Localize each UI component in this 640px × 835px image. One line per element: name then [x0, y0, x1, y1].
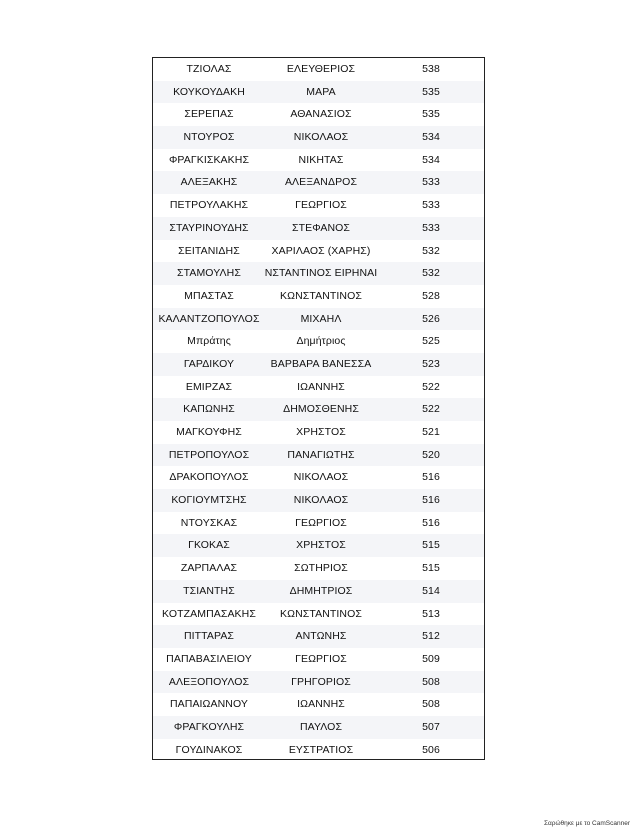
first-name-cell: ΧΡΗΣΤΟΣ: [296, 426, 346, 438]
first-name-cell: ΜΑΡΑ: [306, 85, 336, 98]
surname-cell: ΑΛΕΞΑΚΗΣ: [180, 176, 238, 189]
table-row: [153, 421, 484, 444]
first-name-cell: ΜΙΧΑΗΛ: [300, 312, 342, 325]
table-row: [153, 58, 484, 81]
surname-cell: ΠΙΤΤΑΡΑΣ: [183, 630, 235, 643]
table-row: [153, 149, 484, 172]
surname-cell: ΓΟΥΔΙΝΑΚΟΣ: [175, 743, 243, 756]
table-row: [153, 376, 484, 399]
first-name-cell: ΔΗΜΟΣΘΕΝΗΣ: [283, 403, 359, 416]
surname-cell: ΜΠΑΣΤΑΣ: [184, 289, 234, 302]
first-name-cell: ΝΙΚΟΛΑΟΣ: [293, 131, 349, 144]
score-cell: 520: [422, 448, 440, 461]
score-cell: 526: [422, 312, 440, 325]
table-row: [153, 534, 484, 557]
table-row: [153, 648, 484, 671]
score-cell: 538: [422, 63, 440, 75]
first-name-cell: ΝΣΤΑΝΤΙΝΟΣ ΕΙΡΗΝΑΙ: [264, 267, 378, 280]
score-cell: 507: [422, 720, 440, 733]
surname-cell: ΤΣΙΑΝΤΗΣ: [183, 584, 235, 597]
first-name-cell: ΧΡΗΣΤΟΣ: [296, 539, 346, 552]
score-cell: 521: [422, 426, 440, 438]
table-row: [153, 716, 484, 739]
score-cell: 516: [422, 516, 440, 529]
table-row: [153, 398, 484, 421]
table-row: [153, 580, 484, 603]
surname-cell: ΣΤΑΜΟΥΛΗΣ: [177, 267, 241, 280]
scanner-watermark: Σαρώθηκε με το CamScanner: [543, 820, 630, 827]
first-name-cell: ΝΙΚΗΤΑΣ: [298, 153, 344, 166]
table-row: [153, 308, 484, 331]
table-row: [153, 739, 484, 762]
score-cell: 516: [422, 471, 440, 484]
surname-cell: ΦΡΑΓΚΟΥΛΗΣ: [173, 720, 245, 733]
score-cell: 533: [422, 221, 440, 234]
first-name-cell: ΙΩΑΝΝΗΣ: [297, 380, 345, 393]
surname-cell: ΕΜΙΡΖΑΣ: [185, 380, 233, 393]
first-name-cell: ΑΛΕΞΑΝΔΡΟΣ: [284, 176, 358, 189]
score-cell: 533: [422, 176, 440, 189]
table-row: [153, 330, 484, 353]
surname-cell: ΔΡΑΚΟΠΟΥΛΟΣ: [169, 471, 249, 484]
surname-cell: ΜΑΓΚΟΥΦΗΣ: [176, 426, 242, 438]
table-row: [153, 512, 484, 535]
score-cell: 535: [422, 108, 440, 121]
surname-cell: ΣΤΑΥΡΙΝΟΥΔΗΣ: [169, 221, 249, 234]
table-row: [153, 81, 484, 104]
first-name-cell: ΓΕΩΡΓΙΟΣ: [295, 516, 347, 529]
table-row: [153, 444, 484, 467]
first-name-cell: ΣΩΤΗΡΙΟΣ: [294, 562, 348, 575]
first-name-cell: ΝΙΚΟΛΑΟΣ: [293, 494, 349, 507]
first-name-cell: ΑΝΤΩΝΗΣ: [295, 630, 347, 643]
score-cell: 516: [422, 494, 440, 507]
table-row: [153, 489, 484, 512]
score-cell: 514: [422, 584, 440, 597]
score-cell: 532: [422, 267, 440, 280]
table-row: [153, 103, 484, 126]
first-name-cell: ΝΙΚΟΛΑΟΣ: [293, 471, 349, 484]
score-cell: 515: [422, 539, 440, 552]
first-name-cell: ΔΗΜΗΤΡΙΟΣ: [289, 584, 353, 597]
score-cell: 533: [422, 199, 440, 212]
table-row: [153, 217, 484, 240]
surname-cell: ΝΤΟΥΣΚΑΣ: [180, 516, 238, 529]
surname-cell: ΠΕΤΡΟΥΛΑΚΗΣ: [169, 199, 249, 212]
surname-cell: ΑΛΕΞΟΠΟΥΛΟΣ: [168, 675, 250, 688]
score-cell: 534: [422, 153, 440, 166]
score-cell: 528: [422, 289, 440, 302]
first-name-cell: ΓΕΩΡΓΙΟΣ: [295, 199, 347, 212]
table-row: [153, 353, 484, 376]
table-body: [153, 58, 484, 761]
surname-cell: ΓΑΡΔΙΚΟΥ: [183, 357, 235, 370]
surname-cell: ΠΑΠΑΙΩΑΝΝΟΥ: [169, 698, 249, 711]
surname-cell: ΣΕΙΤΑΝΙΔΗΣ: [178, 244, 240, 257]
first-name-cell: ΕΥΣΤΡΑΤΙΟΣ: [288, 743, 354, 756]
first-name-cell: ΒΑΡΒΑΡΑ ΒΑΝΕΣΣΑ: [270, 357, 372, 370]
surname-cell: Μπράτης: [187, 335, 231, 348]
surname-cell: ΝΤΟΥΡΟΣ: [183, 131, 235, 144]
score-cell: 522: [422, 403, 440, 416]
table-row: [153, 194, 484, 217]
surname-cell: ΚΑΛΑΝΤΖΟΠΟΥΛΟΣ: [158, 312, 260, 325]
first-name-cell: ΚΩΝΣΤΑΝΤΙΝΟΣ: [280, 289, 362, 302]
table-row: [153, 240, 484, 263]
table-row: [153, 126, 484, 149]
surname-cell: ΣΕΡΕΠΑΣ: [184, 108, 234, 121]
score-cell: 522: [422, 380, 440, 393]
first-name-cell: ΓΕΩΡΓΙΟΣ: [295, 652, 347, 665]
table-row: [153, 625, 484, 648]
surname-cell: ΓΚΟΚΑΣ: [188, 539, 230, 552]
first-name-cell: ΣΤΕΦΑΝΟΣ: [291, 221, 351, 234]
score-cell: 535: [422, 85, 440, 98]
first-name-cell: ΙΩΑΝΝΗΣ: [297, 698, 345, 711]
first-name-cell: ΑΘΑΝΑΣΙΟΣ: [290, 108, 352, 121]
surname-cell: ΚΟΥΚΟΥΔΑΚΗ: [173, 85, 245, 98]
first-name-cell: ΚΩΝΣΤΑΝΤΙΝΟΣ: [280, 607, 362, 620]
table-row: [153, 466, 484, 489]
table-row: [153, 557, 484, 580]
score-cell: 513: [422, 607, 440, 620]
surname-cell: ΦΡΑΓΚΙΣΚΑΚΗΣ: [168, 153, 250, 166]
score-cell: 512: [422, 630, 440, 643]
score-cell: 523: [422, 357, 440, 370]
first-name-cell: ΧΑΡΙΛΑΟΣ (ΧΑΡΗΣ): [271, 244, 371, 257]
score-cell: 508: [422, 698, 440, 711]
table-row: [153, 671, 484, 694]
first-name-cell: ΓΡΗΓΟΡΙΟΣ: [291, 675, 351, 688]
score-cell: 515: [422, 562, 440, 575]
surname-cell: ΠΕΤΡΟΠΟΥΛΟΣ: [168, 448, 250, 461]
score-cell: 509: [422, 652, 440, 665]
first-name-cell: ΕΛΕΥΘΕΡΙΟΣ: [286, 63, 356, 75]
score-cell: 508: [422, 675, 440, 688]
table-row: [153, 262, 484, 285]
first-name-cell: ΠΑΥΛΟΣ: [299, 720, 343, 733]
surname-cell: ΠΑΠΑΒΑΣΙΛΕΙΟΥ: [166, 652, 252, 665]
first-name-cell: Δημήτριος: [296, 335, 346, 348]
table-row: [153, 693, 484, 716]
surname-cell: ΚΑΠΩΝΗΣ: [183, 403, 235, 416]
surname-cell: ΚΟΓΙΟΥΜΤΣΗΣ: [171, 494, 247, 507]
first-name-cell: ΠΑΝΑΓΙΩΤΗΣ: [287, 448, 355, 461]
surname-cell: ΚΟΤΖΑΜΠΑΣΑΚΗΣ: [162, 607, 256, 620]
table-row: [153, 603, 484, 626]
results-table: [152, 57, 485, 760]
score-cell: 506: [422, 743, 440, 756]
table-row: [153, 171, 484, 194]
score-cell: 532: [422, 244, 440, 257]
score-cell: 534: [422, 131, 440, 144]
surname-cell: ΖΑΡΠΑΛΑΣ: [180, 562, 238, 575]
score-cell: 525: [422, 335, 440, 348]
table-row: [153, 285, 484, 308]
surname-cell: ΤΖΙΟΛΑΣ: [186, 63, 232, 75]
